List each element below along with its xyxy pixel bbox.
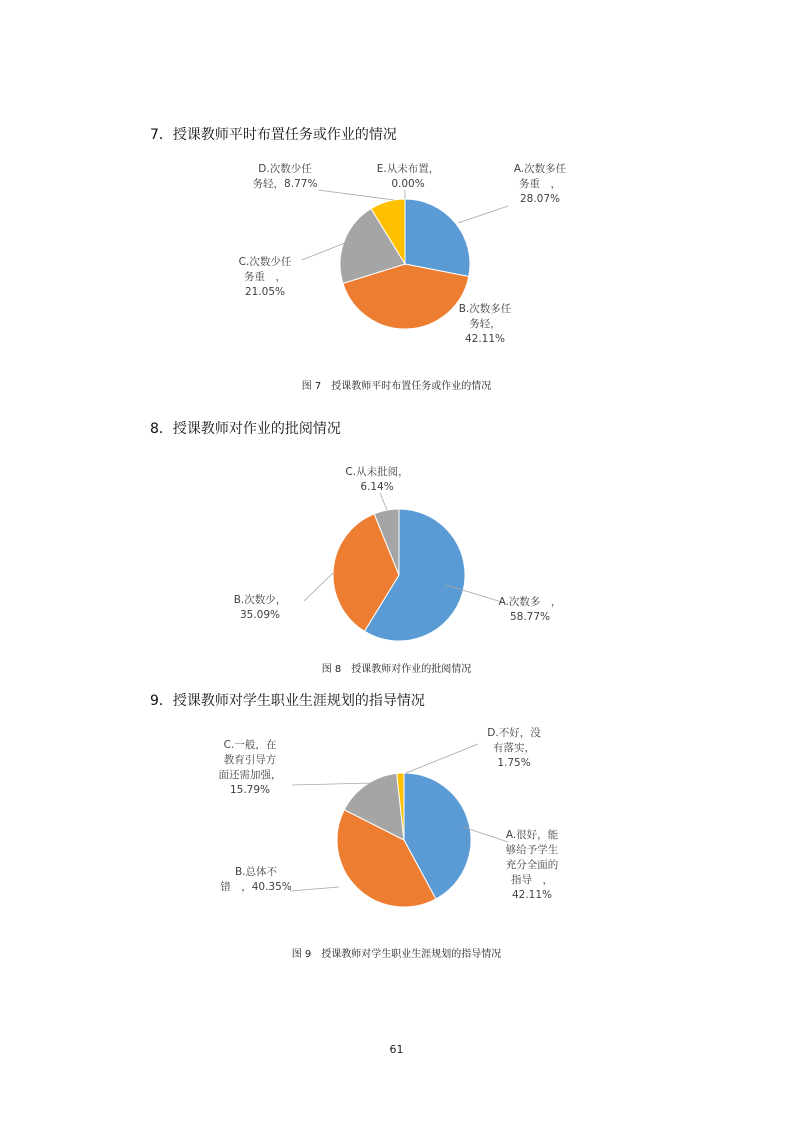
data-label: A.次数多 ， 58.77%	[498, 596, 562, 623]
data-label: B.总体不错 ，40.35%	[220, 866, 292, 893]
data-label: A.次数多任务重 ， 28.07%	[513, 163, 567, 205]
section-9-heading: 9．授课教师对学生职业生涯规划的指导情况	[150, 693, 425, 709]
leader-line	[318, 190, 394, 200]
section-8-heading: 8．授课教师对作业的批阅情况	[150, 421, 341, 437]
data-label: D.次数少任务轻，8.77%	[252, 163, 318, 190]
data-label: E.从未布置， 0.00%	[376, 163, 440, 190]
data-label: A.很好，能够给予学生充分全面的指导 ， 42.11%	[505, 829, 559, 901]
data-label: D.不好，没有落实， 1.75%	[487, 727, 541, 769]
data-label: C.一般，在教育引导方面还需加强， 15.79%	[218, 739, 282, 796]
figure-8-caption: 图 8 授课教师对作业的批阅情况	[321, 664, 472, 675]
data-label: C.从未批阅， 6.14%	[345, 466, 409, 493]
leader-line	[292, 783, 374, 785]
pie-chart-7	[0, 150, 793, 370]
figure-9-caption: 图 9 授课教师对学生职业生涯规划的指导情况	[291, 949, 502, 960]
figure-7-caption: 图 7 授课教师平时布置任务或作业的情况	[301, 381, 492, 392]
pie-chart-8	[0, 455, 793, 655]
leader-line	[406, 744, 478, 773]
section-7-heading: 7．授课教师平时布置任务或作业的情况	[150, 127, 397, 143]
pie-slice-1	[405, 199, 470, 276]
leader-line	[290, 887, 339, 891]
data-label: B.次数少， 35.09%	[233, 594, 287, 621]
leader-line	[304, 573, 333, 601]
data-label: B.次数多任务轻， 42.11%	[458, 303, 512, 345]
pie-chart-9	[0, 720, 793, 920]
leader-line	[380, 493, 387, 510]
page-number: 61	[389, 1043, 404, 1056]
leader-line	[458, 206, 508, 223]
data-label: C.次数少任务重 ， 21.05%	[238, 256, 292, 298]
